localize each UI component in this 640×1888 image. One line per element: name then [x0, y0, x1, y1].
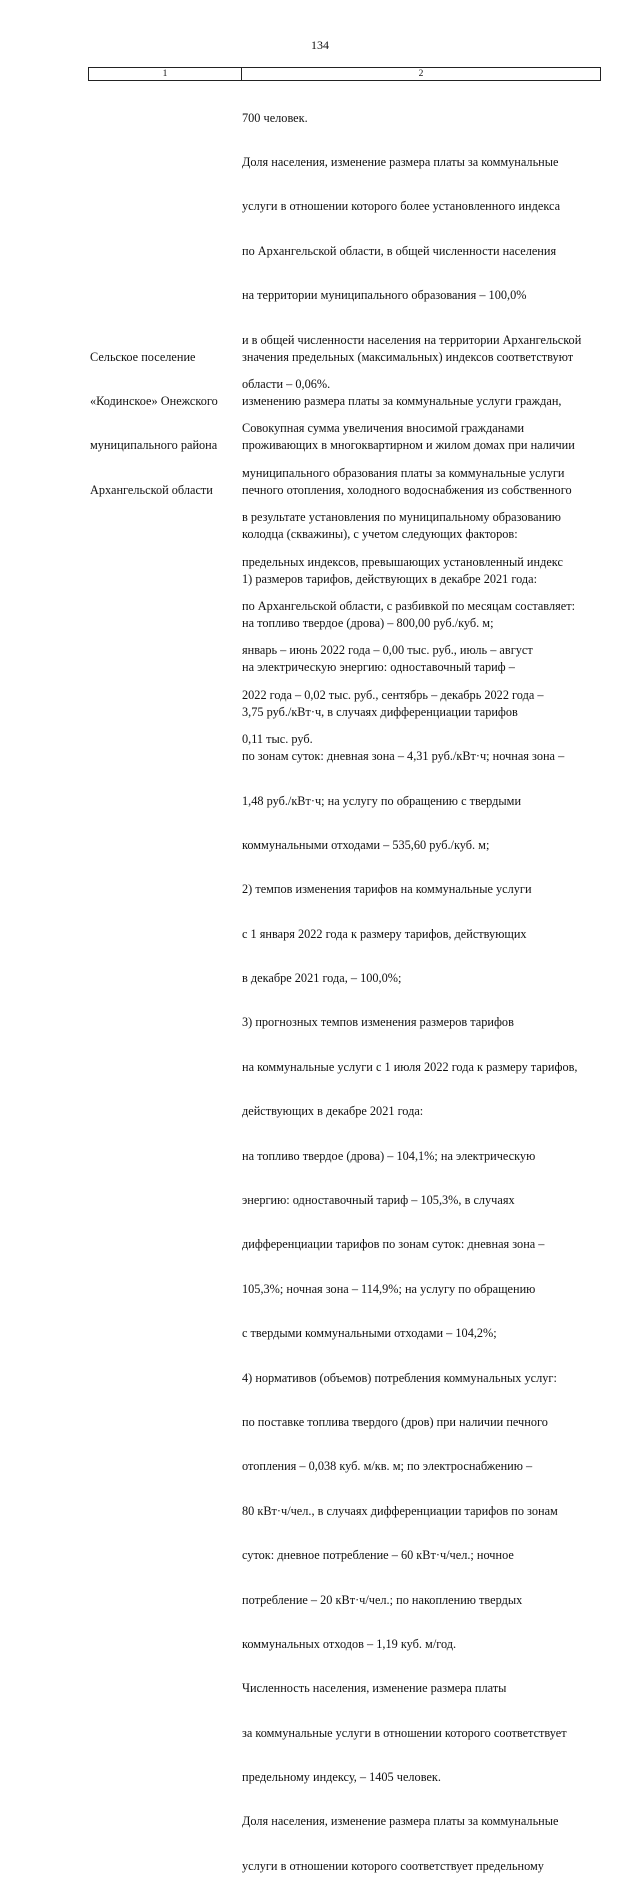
text-line: услуги в отношении которого соответствует предельному [242, 1858, 544, 1873]
text-line: 105,3%; ночная зона – 114,9%; на услугу по обращению [242, 1281, 536, 1296]
settlement-name [90, 320, 240, 512]
text-line: 1) размеров тарифов, действующих в декабре 2021 года: [242, 571, 538, 586]
text-line: в результате установления по муниципальному образованию [242, 510, 561, 525]
text-line: 0,11 тыс. руб. [242, 732, 313, 747]
text-line: 4) нормативов (объемов) потребления коммунальных услуг: [242, 1370, 557, 1385]
text-line: и в общей численности населения на территории Архангельской [242, 332, 582, 347]
text-line: 2022 года – 0,02 тыс. руб., сентябрь – декабрь 2022 года – [242, 687, 544, 702]
text-line: муниципального образования платы за коммунальные услуги [242, 465, 565, 480]
text-line: потребление – 20 кВт·ч/чел.; по накоплению твердых [242, 1592, 523, 1607]
text-line: печного отопления, холодного водоснабжения из собственного [242, 482, 572, 497]
text-line: отопления – 0,038 куб. м/кв. м; по электроснабжению – [242, 1459, 533, 1474]
text-line: 3,75 руб./кВт·ч, в случаях дифференциации тарифов [242, 704, 518, 719]
text-line: на электрическую энергию: одноставочный тариф – [242, 660, 515, 675]
text-line: по Архангельской области, с разбивкой по месяцам составляет: [242, 598, 575, 613]
text-line: 80 кВт·ч/чел., в случаях дифференциации тарифов по зонам [242, 1503, 558, 1518]
text-line: с 1 января 2022 года к размеру тарифов, действующих [242, 926, 527, 941]
text-line: колодца (скважины), с учетом следующих факторов: [242, 527, 518, 542]
text-line: 1,48 руб./кВт·ч; на услугу по обращению с твердыми [242, 793, 522, 808]
text-line: с твердыми коммунальными отходами – 104,2%; [242, 1326, 497, 1341]
text-line: предельному индексу, – 1405 человек. [242, 1770, 441, 1785]
main-text-block [242, 320, 602, 1888]
text-line: энергию: одноставочный тариф – 105,3%, в случаях [242, 1193, 515, 1208]
text-line: коммунальных отходов – 1,19 куб. м/год. [242, 1636, 457, 1651]
text-line: на топливо твердое (дрова) – 104,1%; на электрическую [242, 1148, 536, 1163]
text-line: на топливо твердое (дрова) – 800,00 руб./куб. м; [242, 615, 494, 630]
text-line: значения предельных (максимальных) индексов соответствуют [242, 349, 574, 364]
text-line: январь – июнь 2022 года – 0,00 тыс. руб., июль – август [242, 643, 533, 658]
text-line: Доля населения, изменение размера платы за коммунальные [242, 154, 559, 169]
text-line: на коммунальные услуги с 1 июля 2022 года к размеру тарифов, [242, 1059, 578, 1074]
text-line: за коммунальные услуги в отношении которого соответствует [242, 1725, 567, 1740]
text-line: «Кодинское» Онежского [90, 393, 218, 408]
text-line: Численность населения, изменение размера платы [242, 1681, 507, 1696]
text-line: по поставке топлива твердого (дров) при наличии печного [242, 1414, 548, 1429]
text-line: проживающих в многоквартирном и жилом домах при наличии [242, 438, 575, 453]
text-line: 700 человек. [242, 110, 308, 125]
text-line: Сельское поселение [90, 349, 196, 364]
column-1-header: 1 [89, 68, 242, 80]
page-number: 134 [311, 38, 329, 52]
column-2-header: 2 [418, 69, 424, 79]
text-line: услуги в отношении которого более установленного индекса [242, 199, 561, 214]
text-line: Архангельской области [90, 482, 213, 497]
table-header-row [88, 67, 601, 81]
text-line: 3) прогнозных темпов изменения размеров тарифов [242, 1015, 514, 1030]
text-line: области – 0,06%. [242, 376, 331, 391]
text-line: действующих в декабре 2021 года: [242, 1104, 424, 1119]
text-line: предельных индексов, превышающих установленный индекс [242, 554, 563, 569]
text-line: по Архангельской области, в общей численности населения [242, 243, 557, 258]
text-line: по зонам суток: дневная зона – 4,31 руб./кВт·ч; ночная зона – [242, 749, 565, 764]
text-line: Совокупная сумма увеличения вносимой гражданами [242, 421, 525, 436]
text-line: дифференциации тарифов по зонам суток: дневная зона – [242, 1237, 545, 1252]
text-line: муниципального района [90, 438, 218, 453]
text-line: на территории муниципального образования – 100,0% [242, 288, 527, 303]
text-line: суток: дневное потребление – 60 кВт·ч/чел.; ночное [242, 1548, 514, 1563]
text-line: изменению размера платы за коммунальные услуги граждан, [242, 393, 562, 408]
text-line: 2) темпов изменения тарифов на коммунальные услуги [242, 882, 532, 897]
text-line: Доля населения, изменение размера платы за коммунальные [242, 1814, 559, 1829]
text-line: коммунальными отходами – 535,60 руб./куб. м; [242, 837, 490, 852]
text-line: в декабре 2021 года, – 100,0%; [242, 971, 402, 986]
